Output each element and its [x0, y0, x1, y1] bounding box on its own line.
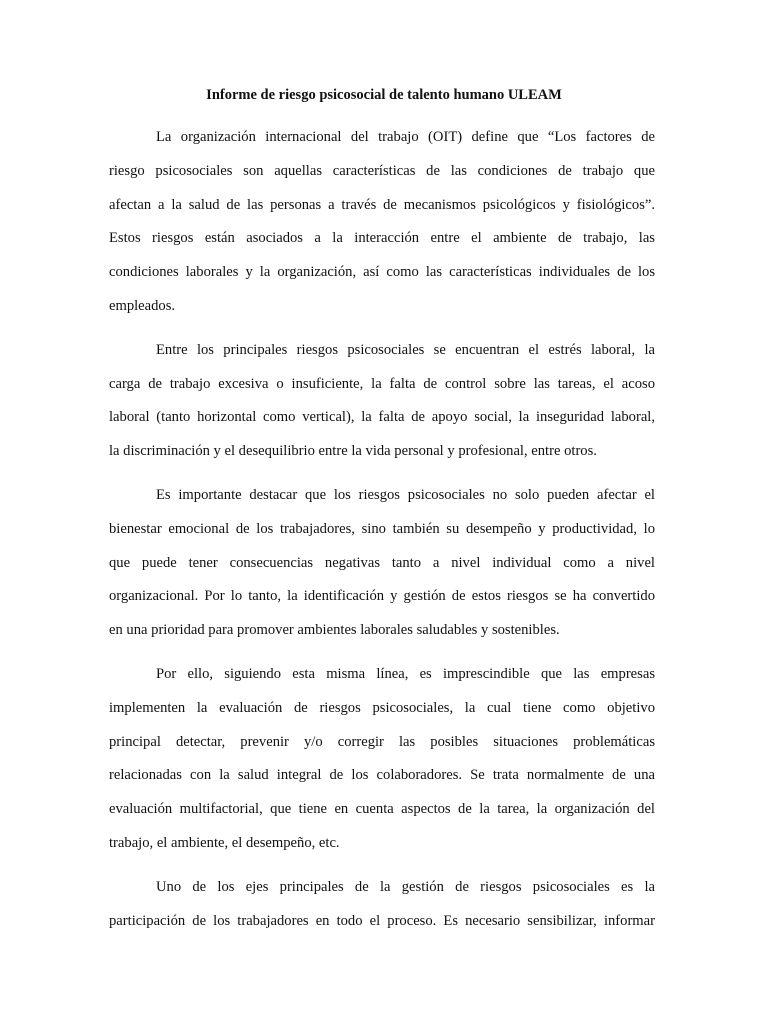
text-line: riesgo psicosociales son aquellas características de las condiciones de trabajo que — [109, 162, 655, 179]
text-line: Es importante destacar que los riesgos psicosociales no solo pueden afectar el — [156, 486, 655, 503]
document-title: Informe de riesgo psicosocial de talento humano ULEAM — [206, 87, 562, 103]
text-line: en una prioridad para promover ambientes laborales saludables y sostenibles. — [109, 622, 560, 639]
paragraph — [109, 334, 655, 469]
text-line: la discriminación y el desequilibrio entre la vida personal y profesional, entre otros. — [109, 443, 597, 460]
text-line: Uno de los ejes principales de la gestión de riesgos psicosociales es la — [156, 878, 655, 895]
text-line: carga de trabajo excesiva o insuficiente, la falta de control sobre las tareas, el acoso — [109, 375, 655, 392]
paragraph — [109, 658, 655, 861]
text-line: empleados. — [109, 297, 176, 314]
text-line: Entre los principales riesgos psicosociales se encuentran el estrés laboral, la — [156, 341, 655, 358]
text-line: que puede tener consecuencias negativas tanto a nivel individual como a nivel — [109, 554, 655, 571]
text-line: La organización internacional del trabajo (OIT) define que “Los factores de — [156, 129, 655, 145]
text-line: evaluación multifactorial, que tiene en cuenta aspectos de la tarea, la organización del — [109, 801, 655, 818]
text-line: laboral (tanto horizontal como vertical), la falta de apoyo social, la inseguridad laboral, — [109, 409, 655, 426]
document-body — [109, 121, 655, 948]
paragraph — [109, 121, 655, 324]
text-line: Estos riesgos están asociados a la interacción entre el ambiente de trabajo, las — [109, 230, 655, 247]
text-line: Por ello, siguiendo esta misma línea, es imprescindible que las empresas — [156, 665, 655, 682]
text-line: organizacional. Por lo tanto, la identificación y gestión de estos riesgos se ha convertido — [109, 588, 655, 605]
paragraph — [109, 871, 655, 939]
text-line: condiciones laborales y la organización, así como las características individuales de los — [109, 264, 655, 281]
text-line: principal detectar, prevenir y/o corregir las posibles situaciones problemáticas — [109, 733, 655, 750]
paragraph — [109, 479, 655, 648]
text-line: bienestar emocional de los trabajadores, sino también su desempeño y productividad, lo — [109, 520, 655, 537]
text-line: trabajo, el ambiente, el desempeño, etc. — [109, 834, 340, 851]
text-line: implementen la evaluación de riesgos psicosociales, la cual tiene como objetivo — [109, 699, 655, 716]
text-line: participación de los trabajadores en todo el proceso. Es necesario sensibilizar, informar — [109, 912, 655, 929]
text-line: afectan a la salud de las personas a través de mecanismos psicológicos y fisiológicos”. — [109, 196, 655, 213]
text-line: relacionadas con la salud integral de los colaboradores. Se trata normalmente de una — [109, 767, 655, 784]
